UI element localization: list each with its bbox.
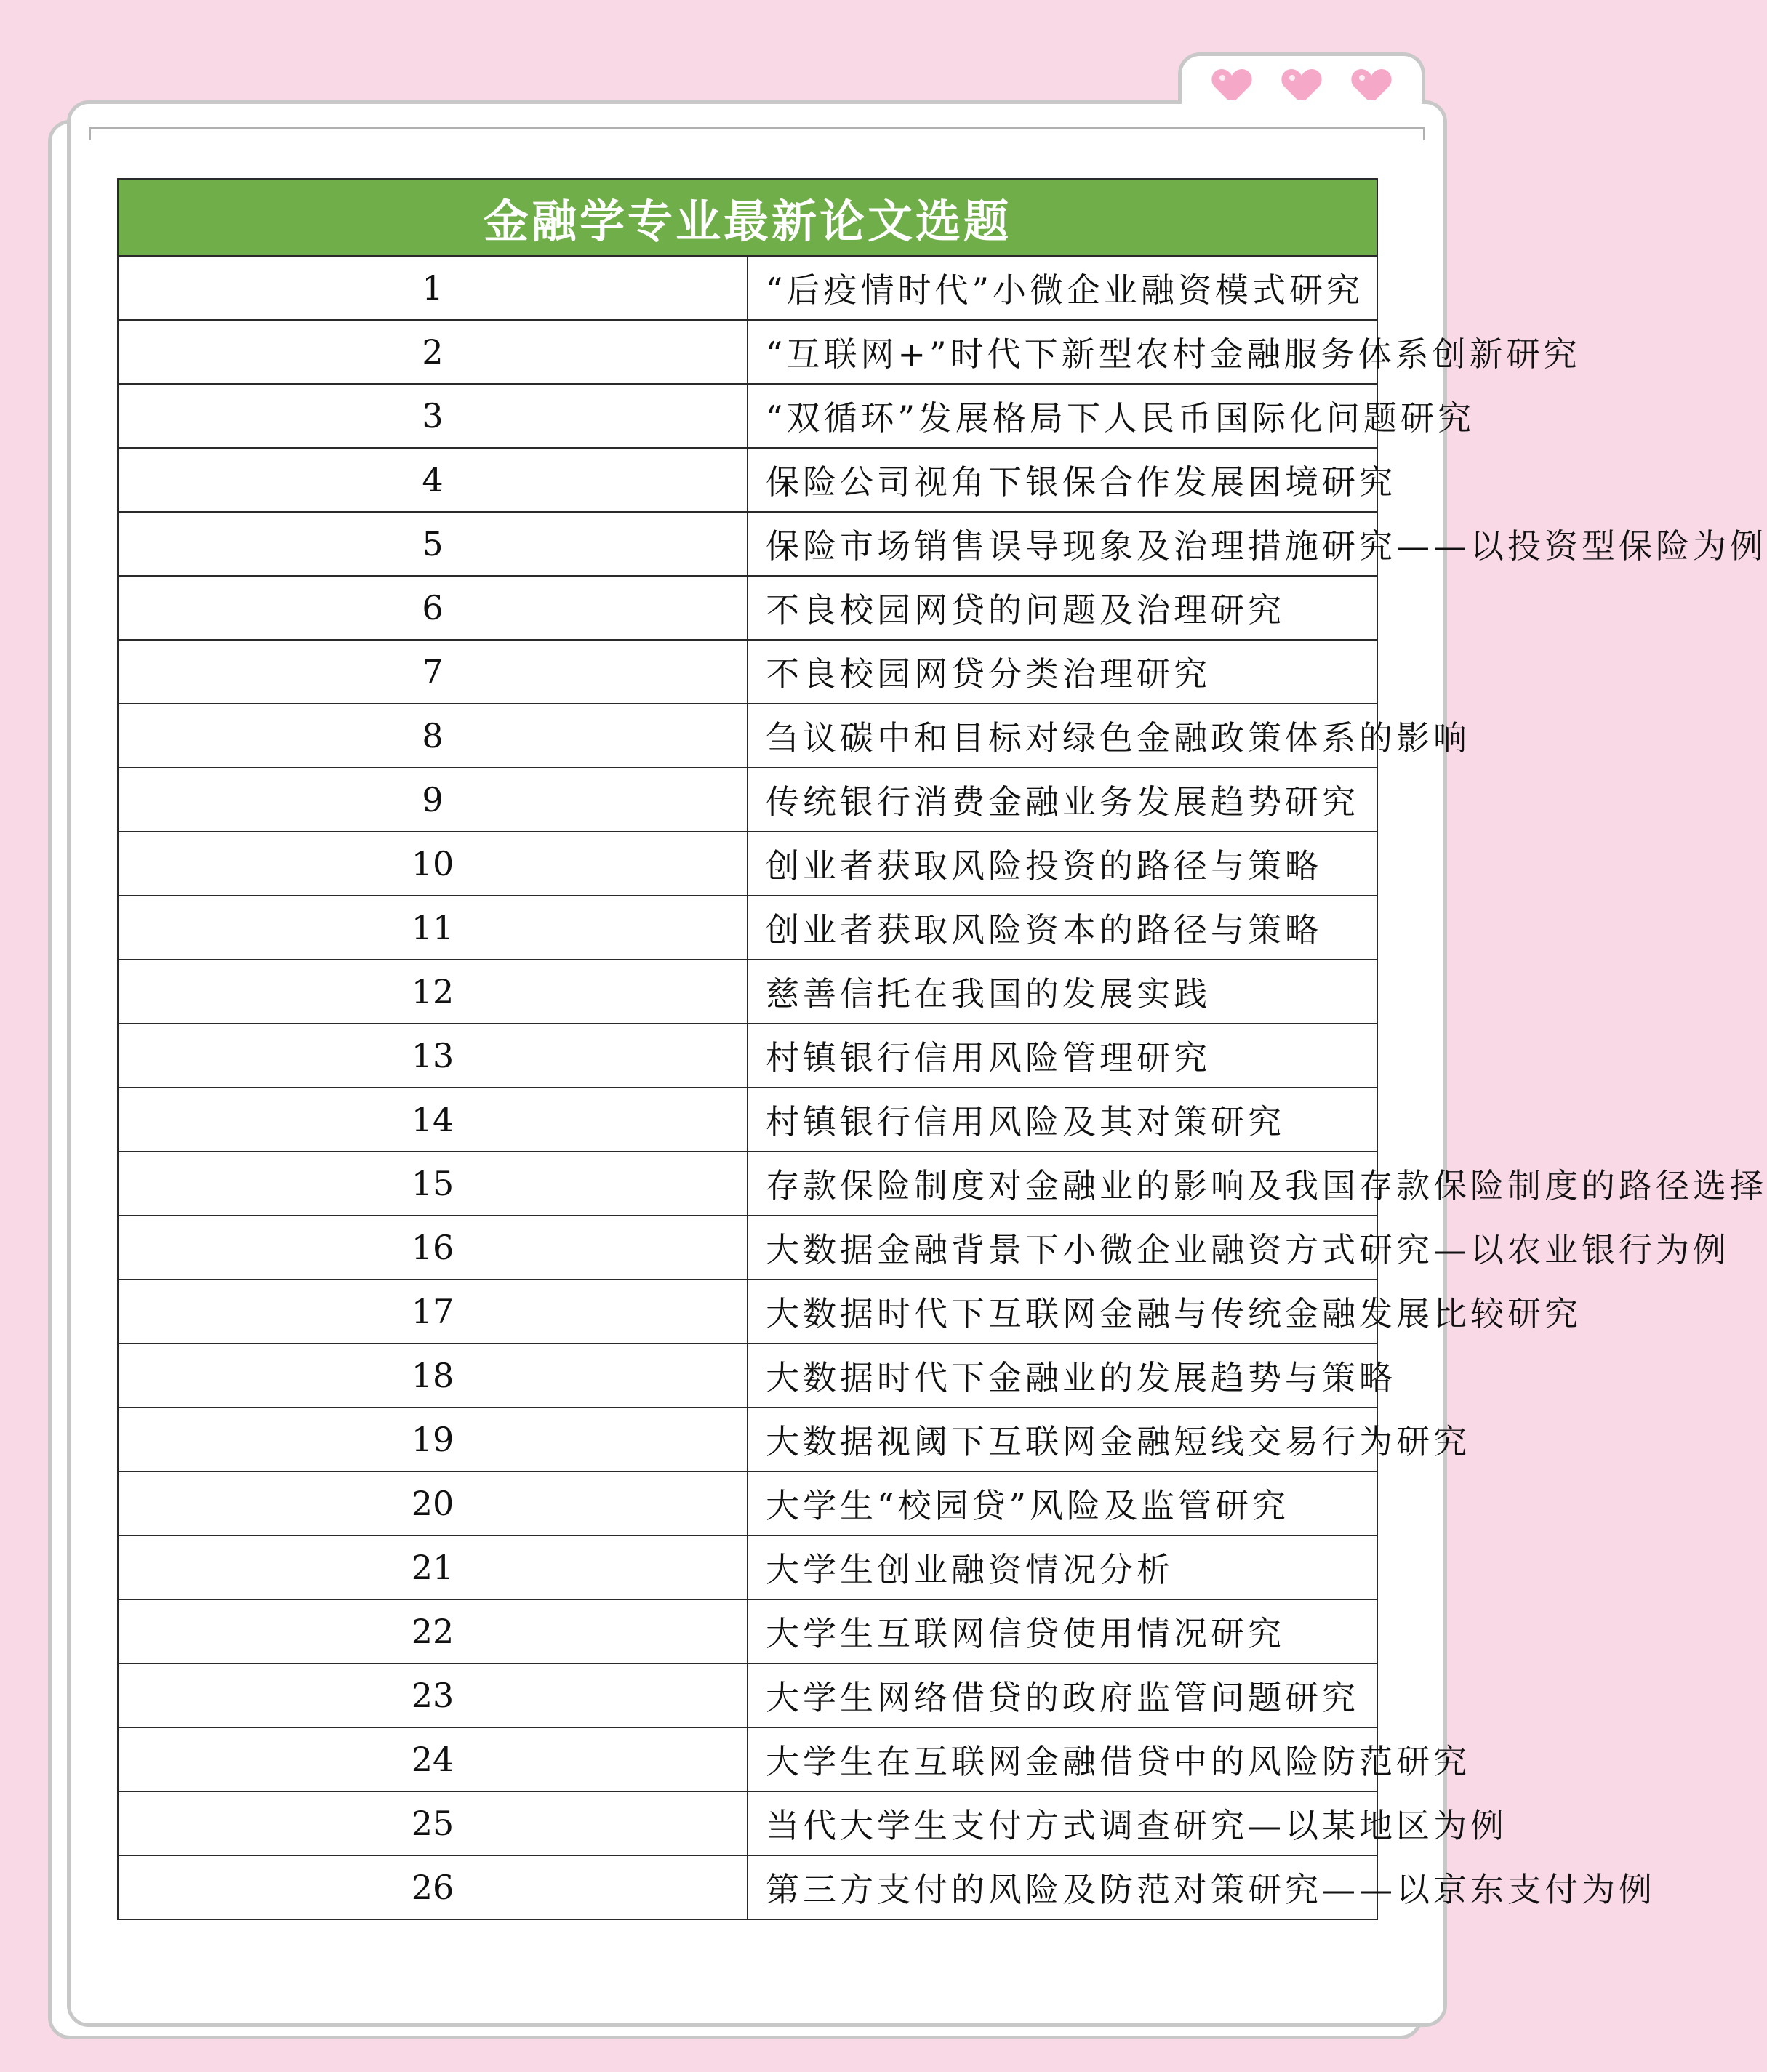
table-row — [118, 1727, 1377, 1791]
row-topic: 大学生网络借贷的政府监管问题研究 — [748, 1663, 1377, 1727]
table-row — [118, 1216, 1377, 1280]
row-topic: 不良校园网贷分类治理研究 — [748, 640, 1377, 704]
heart-icon — [1211, 68, 1253, 105]
row-number: 6 — [118, 576, 748, 640]
row-topic: 传统银行消费金融业务发展趋势研究 — [748, 768, 1377, 832]
row-number: 16 — [118, 1216, 748, 1280]
row-topic: 大学生互联网信贷使用情况研究 — [748, 1599, 1377, 1663]
row-number: 24 — [118, 1727, 748, 1791]
table-title: 金融学专业最新论文选题 — [118, 179, 1377, 256]
row-number: 22 — [118, 1599, 748, 1663]
row-number: 13 — [118, 1024, 748, 1088]
table-row — [118, 1791, 1377, 1855]
row-topic: 村镇银行信用风险及其对策研究 — [748, 1088, 1377, 1152]
row-number: 19 — [118, 1408, 748, 1471]
row-topic: “双循环”发展格局下人民币国际化问题研究 — [748, 384, 1377, 448]
row-number: 2 — [118, 320, 748, 384]
row-number: 1 — [118, 256, 748, 320]
row-number: 7 — [118, 640, 748, 704]
card-top-bar — [89, 127, 1425, 140]
table-row — [118, 1344, 1377, 1408]
row-topic: 创业者获取风险资本的路径与策略 — [748, 896, 1377, 960]
table-row — [118, 832, 1377, 896]
row-topic: 大学生在互联网金融借贷中的风险防范研究 — [748, 1727, 1377, 1791]
table-row — [118, 896, 1377, 960]
row-topic: “互联网+”时代下新型农村金融服务体系创新研究 — [748, 320, 1377, 384]
table-row — [118, 704, 1377, 768]
row-number: 17 — [118, 1280, 748, 1344]
row-topic: 大学生“校园贷”风险及监管研究 — [748, 1471, 1377, 1535]
row-topic: 不良校园网贷的问题及治理研究 — [748, 576, 1377, 640]
row-number: 26 — [118, 1855, 748, 1919]
row-topic: 大数据金融背景下小微企业融资方式研究—以农业银行为例 — [748, 1216, 1377, 1280]
heart-icon — [1281, 68, 1323, 105]
table-row — [118, 640, 1377, 704]
table-row — [118, 1088, 1377, 1152]
row-number: 23 — [118, 1663, 748, 1727]
row-number: 12 — [118, 960, 748, 1024]
row-topic: 当代大学生支付方式调查研究—以某地区为例 — [748, 1791, 1377, 1855]
row-topic: 大学生创业融资情况分析 — [748, 1535, 1377, 1599]
row-topic: 创业者获取风险投资的路径与策略 — [748, 832, 1377, 896]
table-row — [118, 1535, 1377, 1599]
row-number: 25 — [118, 1791, 748, 1855]
row-topic: 大数据时代下金融业的发展趋势与策略 — [748, 1344, 1377, 1408]
table-header-row — [118, 179, 1377, 256]
row-number: 8 — [118, 704, 748, 768]
table-row — [118, 1471, 1377, 1535]
table-row — [118, 576, 1377, 640]
row-topic: 第三方支付的风险及防范对策研究——以京东支付为例 — [748, 1855, 1377, 1919]
row-topic: 大数据视阈下互联网金融短线交易行为研究 — [748, 1408, 1377, 1471]
row-topic: 大数据时代下互联网金融与传统金融发展比较研究 — [748, 1280, 1377, 1344]
row-number: 10 — [118, 832, 748, 896]
row-number: 9 — [118, 768, 748, 832]
topics-table — [117, 178, 1767, 1920]
table-row — [118, 320, 1377, 384]
row-number: 4 — [118, 448, 748, 512]
row-number: 18 — [118, 1344, 748, 1408]
table-row — [118, 256, 1377, 320]
table-row — [118, 1024, 1377, 1088]
row-number: 14 — [118, 1088, 748, 1152]
row-number: 5 — [118, 512, 748, 576]
row-topic: 慈善信托在我国的发展实践 — [748, 960, 1377, 1024]
table-row — [118, 768, 1377, 832]
table-row — [118, 1280, 1377, 1344]
row-number: 11 — [118, 896, 748, 960]
row-number: 21 — [118, 1535, 748, 1599]
table-row — [118, 1855, 1377, 1919]
table-row — [118, 960, 1377, 1024]
row-topic: “后疫情时代”小微企业融资模式研究 — [748, 256, 1377, 320]
row-topic: 村镇银行信用风险管理研究 — [748, 1024, 1377, 1088]
table-row — [118, 384, 1377, 448]
table-row — [118, 1152, 1377, 1216]
row-topic: 保险公司视角下银保合作发展困境研究 — [748, 448, 1377, 512]
row-number: 3 — [118, 384, 748, 448]
table-row — [118, 1663, 1377, 1727]
heart-icon — [1350, 68, 1393, 105]
table-row — [118, 1599, 1377, 1663]
row-topic: 刍议碳中和目标对绿色金融政策体系的影响 — [748, 704, 1377, 768]
tab-joint — [1182, 100, 1422, 108]
row-topic: 存款保险制度对金融业的影响及我国存款保险制度的路径选择 — [748, 1152, 1377, 1216]
row-number: 15 — [118, 1152, 748, 1216]
table-body — [118, 256, 1767, 1919]
row-topic: 保险市场销售误导现象及治理措施研究——以投资型保险为例 — [748, 512, 1377, 576]
table-row — [118, 448, 1377, 512]
table-row — [118, 1408, 1377, 1471]
row-number: 20 — [118, 1471, 748, 1535]
table-row — [118, 512, 1377, 576]
